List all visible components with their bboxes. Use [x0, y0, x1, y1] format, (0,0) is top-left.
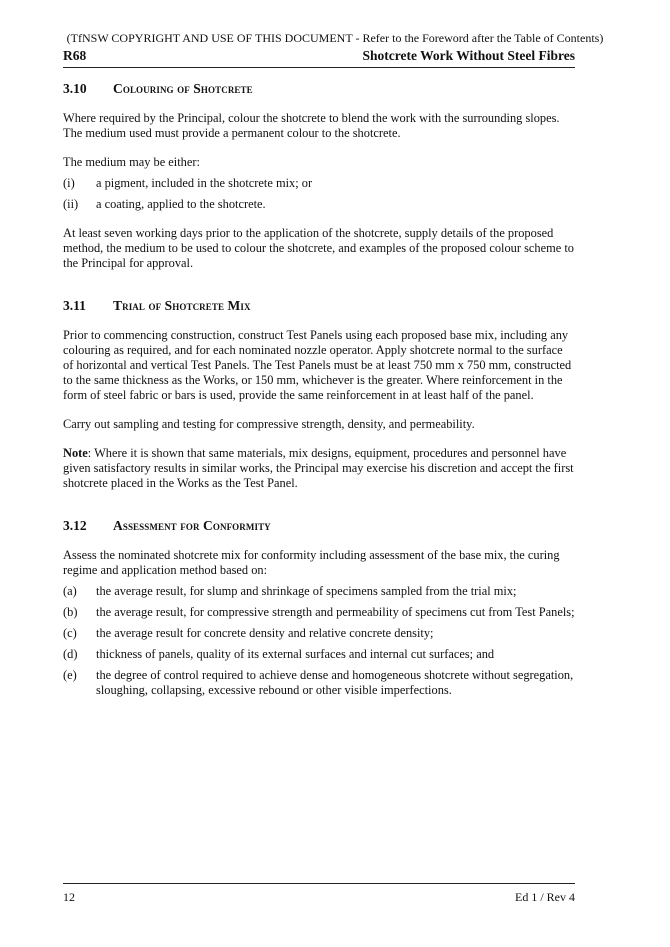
list-item — [63, 668, 575, 698]
edition-label: Ed 1 / Rev 4 — [515, 890, 575, 904]
list-label: (d) — [63, 647, 78, 661]
paragraph: The medium may be either: — [63, 155, 200, 169]
list-label: (c) — [63, 626, 77, 640]
list-item — [63, 647, 575, 662]
list-label: (ii) — [63, 197, 79, 211]
section-number: 3.10 — [63, 81, 87, 96]
section-title: Colouring of Shotcrete — [113, 81, 253, 96]
list-text: the degree of control required to achieve dense and homogeneous shotcrete without segregation, sloughing, collapsing, excessive rebound or other visible imperfections. — [96, 668, 574, 697]
paragraph: Assess the nominated shotcrete mix for conformity including assessment of the base mix, the curing regime and application method based on: — [63, 548, 560, 577]
paragraph: Prior to commencing construction, construct Test Panels using each proposed base mix, including any colouring as required, and for each nominated nozzle operator. Apply shotcrete normal to the surface of horizontal and vertical Test Panels. The Test Panels must be at least 750 mm x 750 mm, constructed to the same thickness as the Works, or 150 mm, whichever is the greater. Where reinforcement in the form of steel fabric or bars is used, provide the same reinforcement in at least half of the panel. — [63, 328, 572, 402]
list-text: a pigment, included in the shotcrete mix; or — [96, 176, 313, 190]
footer-divider — [63, 883, 575, 884]
list-item — [63, 197, 575, 212]
section-number: 3.12 — [63, 518, 87, 533]
document-title: Shotcrete Work Without Steel Fibres — [362, 48, 575, 63]
list-label: (i) — [63, 176, 75, 190]
list-text: the average result, for slump and shrinkage of specimens sampled from the trial mix; — [96, 584, 517, 598]
list-label: (a) — [63, 584, 77, 598]
page-number: 12 — [63, 890, 75, 904]
note-label: Note — [63, 446, 88, 460]
page-header — [63, 48, 575, 66]
list-text: the average result, for compressive strength and permeability of specimens cut from Test Panels; — [96, 605, 575, 619]
paragraph: At least seven working days prior to the application of the shotcrete, supply details of the proposed method, the medium to be used to colour the shotcrete, and examples of the proposed colour scheme to the Principal for approval. — [63, 226, 574, 270]
section-heading-3-10 — [63, 81, 575, 97]
section-title: Trial of Shotcrete Mix — [113, 298, 251, 313]
list-text: a coating, applied to the shotcrete. — [96, 197, 266, 211]
list-text: the average result for concrete density and relative concrete density; — [96, 626, 434, 640]
paragraph: Where required by the Principal, colour the shotcrete to blend the work with the surrounding slopes. The medium used must provide a permanent colour to the shotcrete. — [63, 111, 560, 140]
list-label: (b) — [63, 605, 78, 619]
note-paragraph — [63, 446, 575, 491]
section-heading-3-11 — [63, 298, 575, 314]
section-number: 3.11 — [63, 298, 86, 313]
paragraph: Carry out sampling and testing for compressive strength, density, and permeability. — [63, 417, 475, 431]
list-item — [63, 584, 575, 599]
note-text: : Where it is shown that same materials, mix designs, equipment, procedures and personnel have given satisfactory results in similar works, the Principal may exercise his discretion and accept the first shotcrete placed in the Works as the Test Panel. — [63, 446, 574, 490]
list-item — [63, 176, 575, 191]
list-text: thickness of panels, quality of its external surfaces and internal cut surfaces; and — [96, 647, 495, 661]
list-label: (e) — [63, 668, 77, 682]
copyright-note: (TfNSW COPYRIGHT AND USE OF THIS DOCUMENT - Refer to the Foreword after the Table of Contents) — [66, 31, 604, 45]
section-title: Assessment for Conformity — [113, 518, 271, 533]
section-heading-3-12 — [63, 518, 575, 534]
list-item — [63, 605, 575, 620]
header-divider — [63, 67, 575, 68]
document-body — [63, 81, 575, 704]
document-code: R68 — [63, 48, 87, 63]
list-item — [63, 626, 575, 641]
